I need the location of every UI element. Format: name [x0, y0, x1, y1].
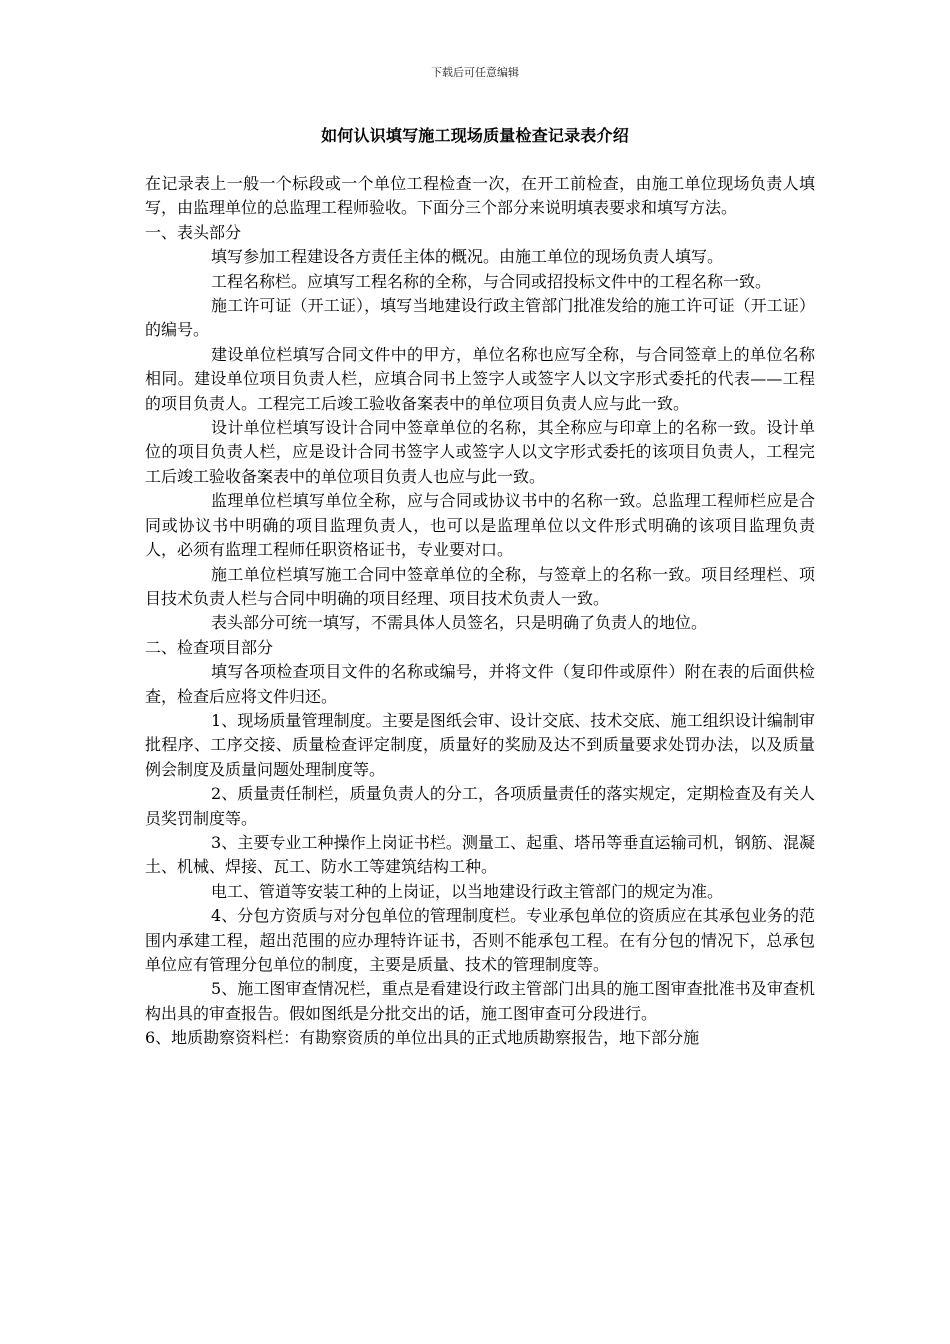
- paragraph: 填写各项检查项目文件的名称或编号，并将文件（复印件或原件）附在表的后面供检查，检查后应将文件归还。: [145, 662, 815, 706]
- document-body: [145, 172, 815, 1051]
- header-note: 下载后可任意编辑: [431, 66, 519, 79]
- paragraph: 6、地质勘察资料栏：有勘察资质的单位出具的正式地质勘察报告，地下部分施: [145, 1028, 700, 1048]
- paragraph: 在记录表上一般一个标段或一个单位工程检查一次，在开工前检查，由施工单位现场负责人填写，由监理单位的总监理工程师验收。下面分三个部分来说明填表要求和填写方法。: [145, 174, 815, 218]
- paragraph: 监理单位栏填写单位全称，应与合同或协议书中的名称一致。总监理工程师栏应是合同或协议书中明确的项目监理负责人，也可以是监理单位以文件形式明确的该项目监理负责人，必须有监理工程师任职资格证书，专业要对口。: [145, 491, 815, 560]
- page-title: 如何认识填写施工现场质量检查记录表介绍: [321, 126, 629, 145]
- paragraph: 设计单位栏填写设计合同中签章单位的名称，其全称应与印章上的名称一致。设计单位的项目负责人栏，应是设计合同书签字人或签字人以文字形式委托的该项目负责人，工程完工后竣工验收备案表中的单位项目负责人也应与此一致。: [145, 418, 815, 486]
- paragraph: 工程名称栏。应填写工程名称的全称，与合同或招投标文件中的工程名称一致。: [211, 271, 772, 291]
- paragraph: 4、分包方资质与对分包单位的管理制度栏。专业承包单位的资质应在其承包业务的范围内承建工程，超出范围的应办理特许证书，否则不能承包工程。在有分包的情况下，总承包单位应有管理分包单位的制度，主要是质量、技术的管理制度等。: [145, 906, 815, 974]
- paragraph: 电工、管道等安装工种的上岗证，以当地建设行政主管部门的规定为准。: [211, 881, 724, 901]
- section-heading: 二、检查项目部分: [145, 637, 274, 657]
- paragraph: 2、质量责任制栏，质量负责人的分工，各项质量责任的落实规定，定期检查及有关人员奖罚制度等。: [145, 784, 815, 828]
- paragraph: 施工许可证（开工证），填写当地建设行政主管部门批准发给的施工许可证（开工证）的编号。: [145, 296, 815, 340]
- paragraph: 3、主要专业工种操作上岗证书栏。测量工、起重、塔吊等垂直运输司机，钢筋、混凝土、机械、焊接、瓦工、防水工等建筑结构工种。: [145, 832, 815, 877]
- paragraph: 1、现场质量管理制度。主要是图纸会审、设计交底、技术交底、施工组织设计编制审批程序、工序交接、质量检查评定制度，质量好的奖励及达不到质量要求处罚办法，以及质量例会制度及质量问题处理制度等。: [145, 710, 815, 779]
- paragraph: 填写参加工程建设各方责任主体的概况。由施工单位的现场负责人填写。: [211, 247, 724, 267]
- section-heading: 一、表头部分: [145, 222, 242, 242]
- paragraph: 施工单位栏填写施工合同中签章单位的全称，与签章上的名称一致。项目经理栏、项目技术负责人栏与合同中明确的项目经理、项目技术负责人一致。: [145, 564, 815, 608]
- paragraph: 建设单位栏填写合同文件中的甲方，单位名称也应写全称，与合同签章上的单位名称相同。建设单位项目负责人栏，应填合同书上签字人或签字人以文字形式委托的代表——工程的项目负责人。工程完工后竣工验收备案表中的单位项目负责人应与此一致。: [145, 344, 815, 413]
- paragraph: 5、施工图审查情况栏，重点是看建设行政主管部门出具的施工图审查批准书及审查机构出具的审查报告。假如图纸是分批交出的话，施工图审查可分段进行。: [145, 979, 815, 1023]
- paragraph: 表头部分可统一填写，不需具体人员签名，只是明确了负责人的地位。: [211, 613, 708, 633]
